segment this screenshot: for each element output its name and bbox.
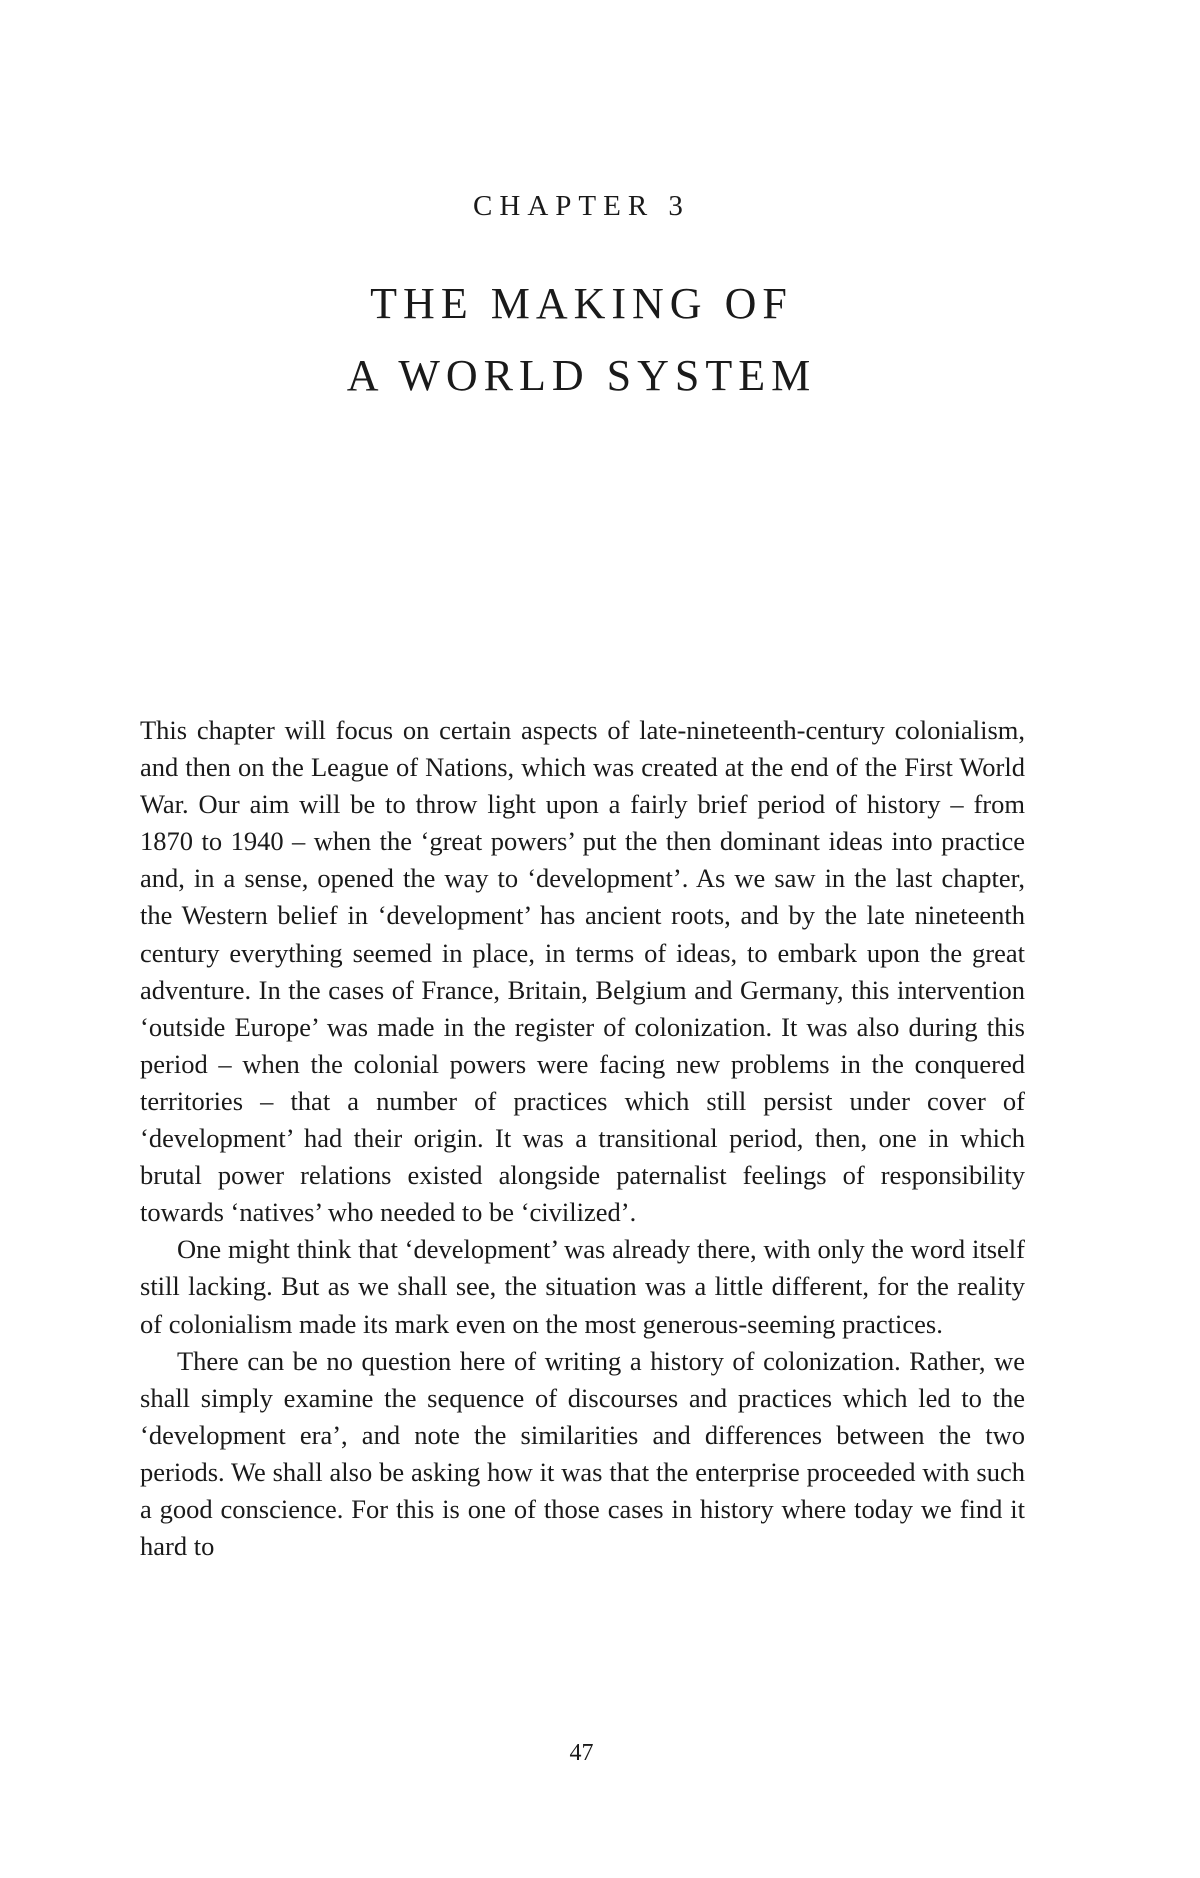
chapter-label: CHAPTER 3 <box>473 190 690 222</box>
chapter-title <box>0 268 1163 412</box>
body-text <box>140 712 1025 1565</box>
chapter-title-line-2: A WORLD SYSTEM <box>346 351 817 400</box>
chapter-title-line-1: THE MAKING OF <box>370 279 793 328</box>
paragraph: One might think that ‘development’ was already there, with only the word itself still lacking. But as we shall see, the situation was a little different, for the reality of colonialism made its mark even on the most generous-seeming practices. <box>140 1234 1025 1339</box>
page-number: 47 <box>569 1740 594 1766</box>
paragraph: There can be no question here of writing a history of colonization. Rather, we shall simply examine the sequence of discourses and practices which led to the ‘development era’, and note the similarities and differences between the two periods. We shall also be asking how it was that the enterprise proceeded with such a good conscience. For this is one of those cases in history where today we find it hard to <box>140 1345 1025 1562</box>
paragraph: This chapter will focus on certain aspects of late-nineteenth-century colonialism, and then on the League of Nations, which was created at the end of the First World War. Our aim will be to throw light upon a fairly brief period of history – from 1870 to 1940 – when the ‘great powers’ put the then dominant ideas into practice and, in a sense, opened the way to ‘development’. As we saw in the last chapter, the Western belief in ‘development’ has ancient roots, and by the late nineteenth century everything seemed in place, in terms of ideas, to embark upon the great adventure. In the cases of France, Britain, Belgium and Germany, this intervention ‘outside Europe’ was made in the register of colonization. It was also during this period – when the colonial powers were facing new problems in the conquered territories – that a number of practices which still persist under cover of ‘development’ had their origin. It was a transitional period, then, one in which brutal power relations existed alongside paternalist feelings of responsibility towards ‘natives’ who needed to be ‘civilized’. <box>140 715 1025 1228</box>
